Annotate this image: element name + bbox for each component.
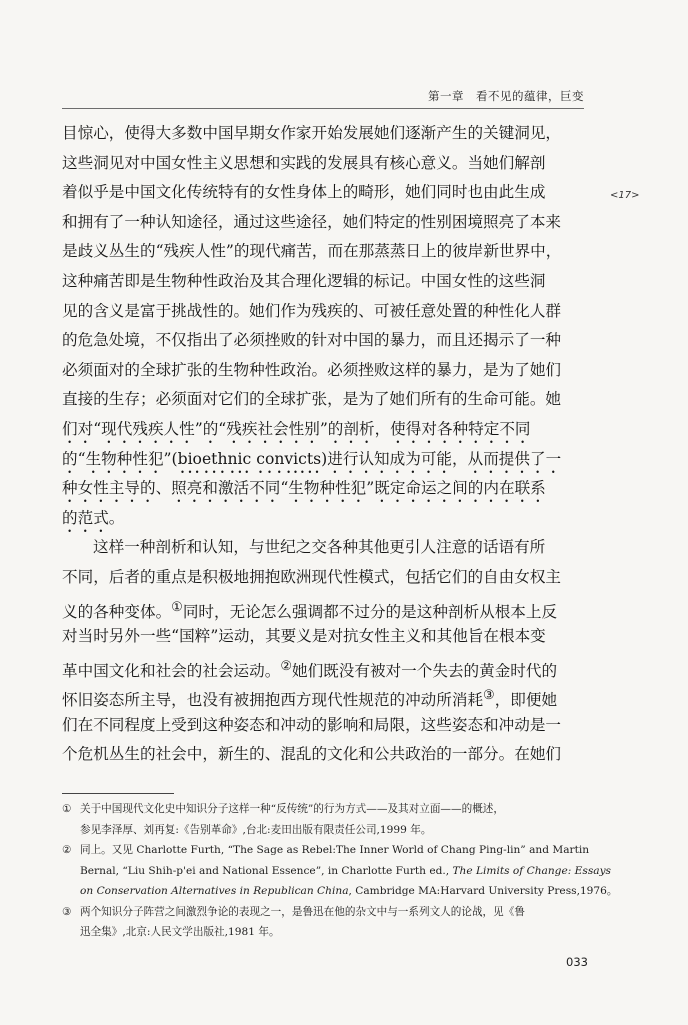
body-line: 不同，后者的重点是积极地拥抱欧洲现代性模式，包括它们的自由女权主 (62, 567, 562, 586)
body-line (62, 593, 592, 623)
body-text-span: 她们既没有被对一个失去的黄金时代的 (291, 661, 558, 680)
footnote-text: , Cambridge MA:Harvard University Press,1976。 (348, 885, 618, 897)
body-text-span: 革中国文化和社会的社会运动。 (62, 661, 281, 680)
footnote-rule (62, 793, 174, 794)
emphasized-line: 的“生物种性犯”(bioethnic convicts)进行认知成为可能，从而提供了一 (62, 449, 562, 468)
body-line: 对当时另外一些“国粹”运动，其要义是对抗女性主义和其他旨在根本变 (62, 627, 546, 646)
paragraph-first-line: 这样一种剖析和认知，与世纪之交各种其他更引人注意的话语有所 (93, 538, 546, 557)
body-text-span: 义的各种变体。 (62, 602, 172, 621)
body-line: 们在不同程度上受到这种姿态和冲动的影响和局限，这些姿态和冲动是一 (62, 715, 562, 734)
emphasized-line: 种女性主导的、照亮和激活不同“生物种性犯”既定命运之间的内在联系 (62, 479, 546, 498)
footnote-text: 关于中国现代文化史中知识分子这样一种“反传统”的行为方式——及其对立面——的概述， (80, 803, 504, 815)
book-title: The Limits of Change: Essays (452, 864, 611, 877)
footnote-text: 同上。又见 Charlotte Furth, “The Sage as Rebel:The Inner World of Chang Ping-lin” and Martin (80, 844, 590, 856)
body-line: 必须面对的全球扩张的生物种性政治。必须挫败这样的暴力，是为了她们 (62, 360, 562, 379)
body-line: 个危机丛生的社会中，新生的、混乱的文化和公共政治的一部分。在她们 (62, 745, 562, 764)
footnote-number: ② (62, 844, 72, 856)
body-text-span: ，即便她 (494, 691, 558, 710)
body-line: 直接的生存；必须面对它们的全球扩张，是为了她们所有的生命可能。她 (62, 390, 562, 409)
footnote-text: 两个知识分子阵营之间激烈争论的表现之一，是鲁迅在他的杂文中与一系列文人的论战，见《鲁 (80, 905, 525, 918)
footnote-text: 参见李泽厚、刘再复:《告别革命》,台北:麦田出版有限责任公司,1999 年。 (80, 823, 432, 836)
footnote-ref-2[interactable]: ② (280, 658, 292, 674)
header-rule (62, 108, 584, 109)
footnote-text: Bernal, “Liu Shih-p'ei and National Essence”, in Charlotte Furth ed., (80, 864, 453, 877)
body-line: 是歧义丛生的“残疾人性”的现代痛苦，而在那蒸蒸日上的彼岸新世界中， (62, 242, 562, 261)
body-text-span: 同时，无论怎么强调都不过分的是这种剖析从根本上反 (182, 602, 558, 621)
body-text (62, 119, 592, 770)
emphasized-line: 的范式。 (62, 508, 125, 527)
footnote-text (62, 881, 618, 902)
footnotes (62, 799, 618, 943)
footnote-1 (62, 799, 592, 820)
footnote-text: 迅全集》,北京:人民文学出版社,1981 年。 (80, 926, 280, 938)
body-line: 和拥有了一种认知途径，通过这些途径，她们特定的性别困境照亮了本来 (62, 212, 562, 231)
footnote-text (62, 861, 611, 882)
book-title: on Conservation Alternatives in Republican China (80, 885, 349, 897)
body-line: 着似乎是中国文化传统特有的女性身体上的畸形，她们同时也由此生成 (62, 183, 546, 202)
body-line: 见的含义是富于挑战性的。她们作为残疾的、可被任意处置的种性化人群 (62, 301, 562, 320)
body-line: 目惊心，使得大多数中国早期女作家开始发展她们逐渐产生的关键洞见， (62, 124, 562, 142)
footnote-number: ① (62, 803, 72, 815)
footnote-number: ③ (62, 905, 72, 918)
body-line (62, 652, 592, 682)
original-page-marker: <17> (610, 190, 640, 201)
body-line: 这种痛苦即是生物种性政治及其合理化逻辑的标记。中国女性的这些洞 (62, 271, 546, 290)
footnote-ref-3[interactable]: ③ (483, 688, 495, 704)
body-line: 的危急处境，不仅指出了必须挫败的针对中国的暴力，而且还揭示了一种 (62, 331, 562, 350)
footnote-ref-1[interactable]: ① (171, 599, 183, 615)
footnote-3 (62, 902, 592, 923)
body-line (62, 681, 592, 711)
emphasized-line: 们对“现代残疾人性”的“残疾社会性别”的剖析，使得对各种特定不同 (62, 419, 531, 438)
body-text-span: 怀旧姿态所主导，也没有被拥抱西方现代性规范的冲动所消耗 (62, 691, 484, 710)
running-header: 第一章 看不见的蕴律，巨变 (428, 89, 584, 103)
footnote-2 (62, 840, 592, 861)
body-line: 这些洞见对中国女性主义思想和实践的发展具有核心意义。当她们解剖 (62, 153, 546, 172)
page-number: 033 (566, 955, 588, 969)
